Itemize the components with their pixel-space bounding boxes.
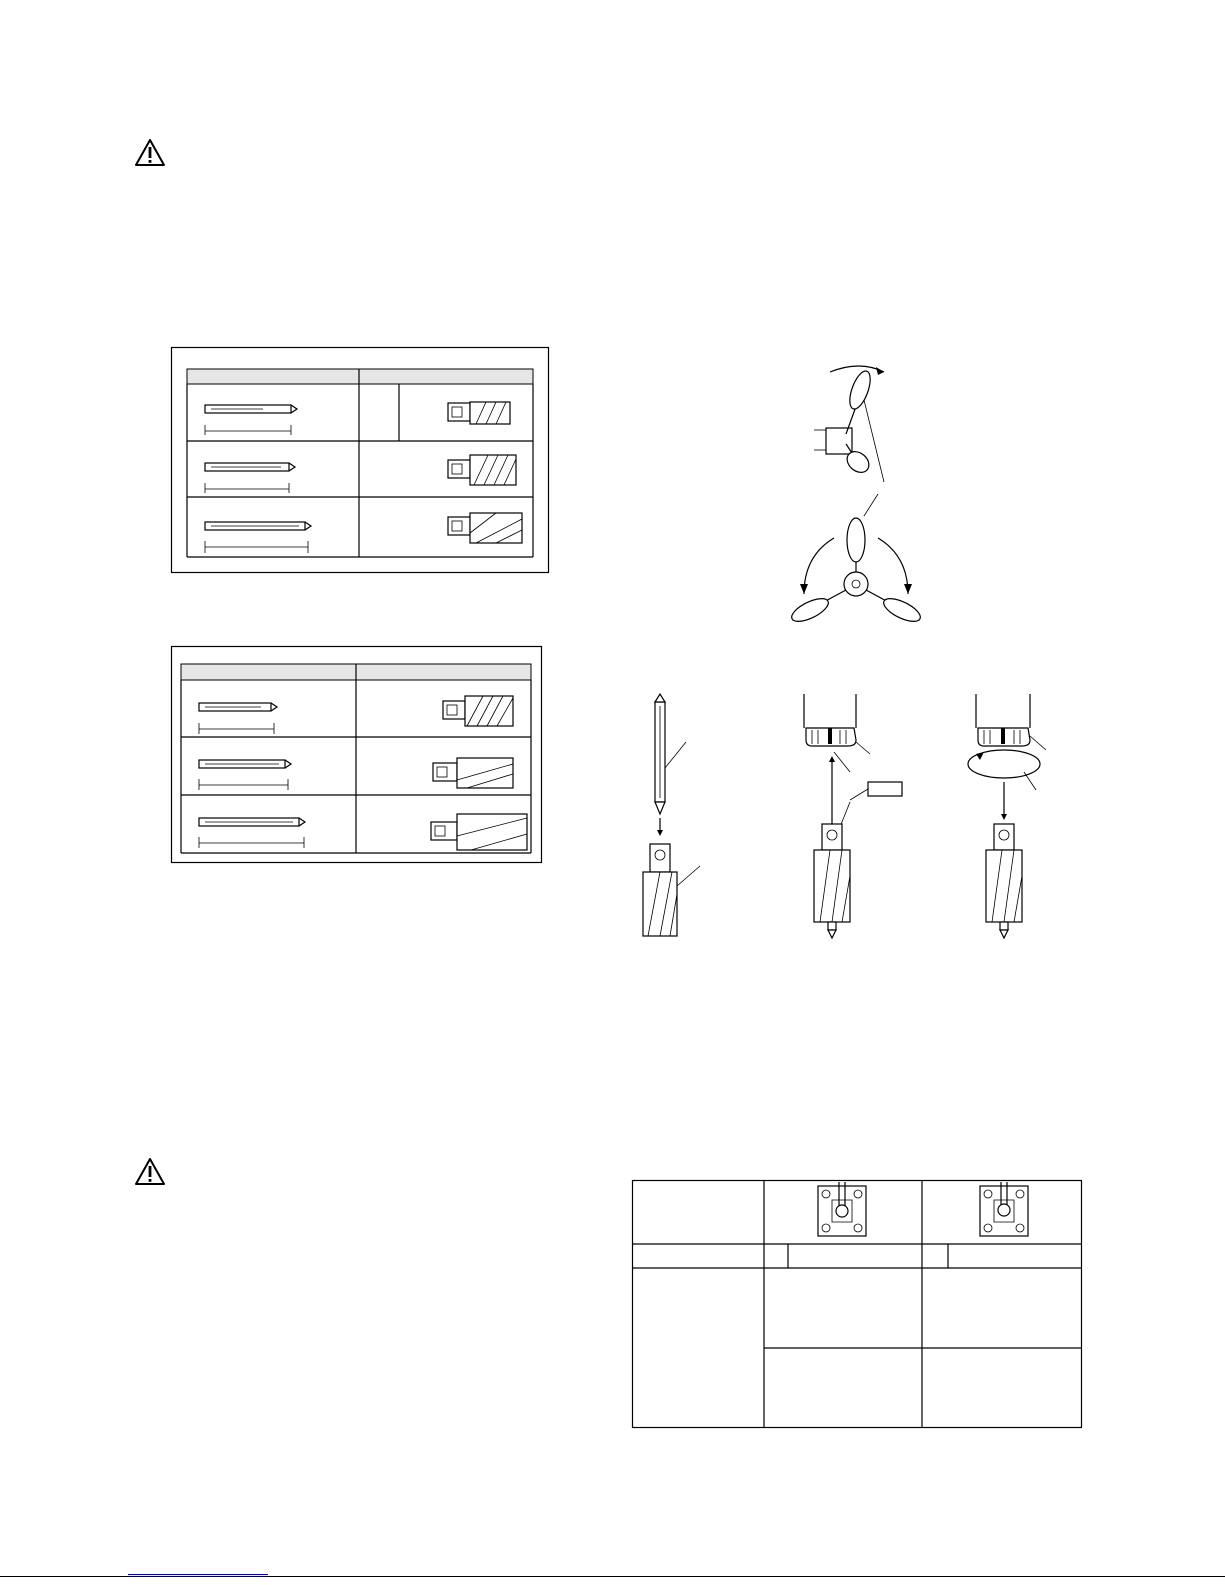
pilot-pin-drawing — [205, 405, 311, 553]
cutter-table-1 — [171, 347, 551, 575]
cutter-drawing — [448, 402, 522, 543]
base-plate-drawing-a — [818, 1182, 866, 1236]
cutter-drawing — [431, 696, 527, 850]
cutter-table-2 — [171, 646, 545, 868]
pilot-pin-drawing — [199, 703, 305, 848]
base-comparison-table — [632, 1180, 1084, 1430]
base-plate-drawing-b — [980, 1182, 1028, 1236]
callout-box — [868, 782, 902, 796]
footer-link-underline[interactable] — [128, 1574, 268, 1575]
footer-rule — [0, 1576, 1225, 1577]
pilot-pin-step-3 — [960, 690, 1060, 946]
warning-triangle-icon — [134, 1157, 166, 1187]
pilot-pin-step-1 — [630, 688, 720, 944]
pilot-pin-step-2 — [790, 690, 920, 946]
feed-handle-illustration — [780, 360, 940, 630]
warning-triangle-icon — [134, 138, 166, 168]
